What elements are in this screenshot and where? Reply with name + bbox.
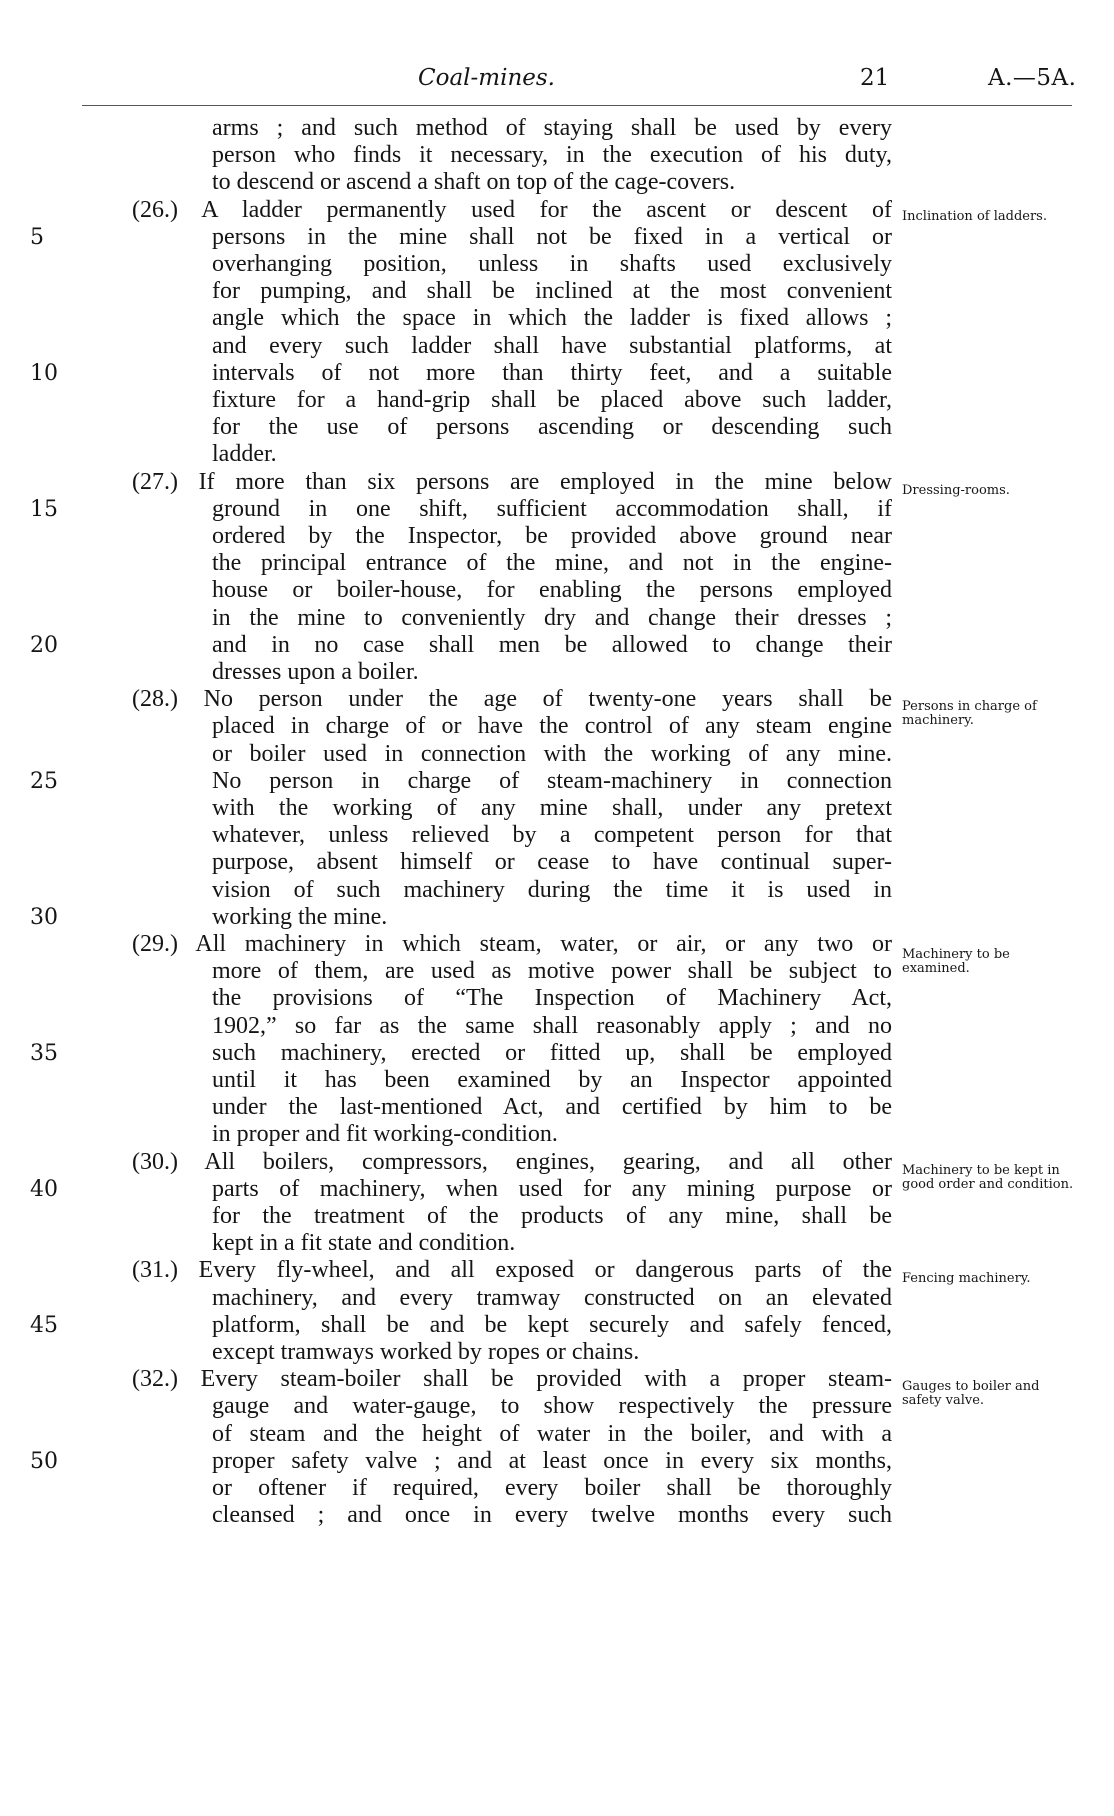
line-number: 30 (30, 904, 58, 930)
line-number: 35 (30, 1040, 58, 1066)
text-line: No person in charge of steam-machinery in connection (212, 767, 892, 794)
text-line: the principal entrance of the mine, and not in the engine- (212, 550, 892, 577)
running-title: Coal-mines. (418, 65, 555, 91)
section-first-line: (32.) Every steam-boiler shall be provided with a proper steam- (132, 1366, 892, 1393)
text-line: and in no case shall men be allowed to change their (212, 631, 892, 658)
text-line: vision of such machinery during the time it is used in (212, 876, 892, 903)
text-line: or boiler used in connection with the working of any mine. (212, 740, 892, 767)
text-line: in the mine to conveniently dry and change their dresses ; (212, 604, 892, 631)
line-number: 20 (30, 632, 58, 658)
text-line: except tramways worked by ropes or chains. (212, 1339, 640, 1365)
text-line: machinery, and every tramway constructed on an elevated (212, 1284, 892, 1311)
text-line: fixture for a hand-grip shall be placed above such ladder, (212, 387, 892, 413)
text-line: house or boiler-house, for enabling the persons employed (212, 577, 892, 604)
section-first-line: (28.) No person under the age of twenty-one years shall be (132, 686, 892, 713)
text-line: platform, shall be and be kept securely and safely fenced, (212, 1311, 892, 1338)
line-number: 50 (30, 1448, 58, 1474)
text-line: for the use of persons ascending or descending such (212, 414, 892, 441)
text-line: until it has been examined by an Inspector appointed (212, 1067, 892, 1093)
header-rule (82, 105, 1072, 106)
text-line: more of them, are used as motive power shall be subject to (212, 958, 892, 985)
line-number: 5 (30, 224, 44, 250)
text-line: gauge and water-gauge, to show respectively the pressure (212, 1393, 892, 1420)
margin-note: Gauges to boiler and safety valve. (902, 1379, 1040, 1408)
text-line: overhanging position, unless in shafts used exclusively (212, 251, 892, 277)
text-line: kept in a fit state and condition. (212, 1230, 516, 1257)
page-number: 21 (860, 65, 890, 91)
text-line: ground in one shift, sufficient accommodation shall, if (212, 495, 892, 522)
text-line: under the last-mentioned Act, and certified by him to be (212, 1094, 892, 1121)
margin-note: Machinery to be kept in good order and condition. (902, 1163, 1074, 1192)
text-line: dresses upon a boiler. (212, 659, 419, 685)
text-line: to descend or ascend a shaft on top of the cage-covers. (212, 169, 736, 196)
text-line: such machinery, erected or fitted up, shall be employed (212, 1039, 892, 1066)
margin-note: Inclination of ladders. (902, 209, 1047, 224)
text-line: angle which the space in which the ladder is fixed allows ; (212, 305, 892, 332)
section-first-line: (31.) Every fly-wheel, and all exposed or dangerous parts of the (132, 1257, 892, 1284)
line-number: 40 (30, 1176, 58, 1202)
line-number: 15 (30, 496, 58, 522)
text-line: arms ; and such method of staying shall be used by every (212, 115, 892, 141)
margin-note: Fencing machinery. (902, 1271, 1031, 1286)
text-line: with the working of any mine shall, under any pretext (212, 795, 892, 821)
margin-note: Persons in charge of machinery. (902, 699, 1037, 728)
text-line: for pumping, and shall be inclined at the most convenient (212, 278, 892, 305)
text-line: intervals of not more than thirty feet, and a suitable (212, 359, 892, 386)
text-line: of steam and the height of water in the boiler, and with a (212, 1420, 892, 1447)
section-first-line: (30.) All boilers, compressors, engines, gearing, and all other (132, 1148, 892, 1175)
text-line: ladder. (212, 441, 277, 468)
text-line: for the treatment of the products of any mine, shall be (212, 1203, 892, 1229)
section-first-line: (29.) All machinery in which steam, water, or air, or any two or (132, 931, 892, 957)
text-line: parts of machinery, when used for any mining purpose or (212, 1175, 892, 1202)
text-line: ordered by the Inspector, be provided above ground near (212, 523, 892, 549)
text-line: the provisions of “The Inspection of Machinery Act, (212, 985, 892, 1012)
text-line: and every such ladder shall have substantial platforms, at (212, 332, 892, 359)
text-line: or oftener if required, every boiler shall be thoroughly (212, 1475, 892, 1501)
section-first-line: (26.) A ladder permanently used for the ascent or descent of (132, 196, 892, 223)
text-line: purpose, absent himself or cease to have continual super- (212, 849, 892, 876)
margin-note: Machinery to be examined. (902, 947, 1010, 976)
text-line: placed in charge of or have the control of any steam engine (212, 713, 892, 740)
line-number: 45 (30, 1312, 58, 1338)
text-line: in proper and fit working-condition. (212, 1121, 558, 1148)
text-line: 1902,” so far as the same shall reasonably apply ; and no (212, 1012, 892, 1039)
document-reference: A.—5A. (988, 65, 1077, 91)
text-line: whatever, unless relieved by a competent person for that (212, 822, 892, 849)
line-number: 10 (30, 360, 58, 386)
line-number: 25 (30, 768, 58, 794)
text-line: persons in the mine shall not be fixed in a vertical or (212, 223, 892, 250)
text-line: working the mine. (212, 903, 388, 930)
text-line: cleansed ; and once in every twelve months every such (212, 1502, 892, 1529)
section-first-line: (27.) If more than six persons are employed in the mine below (132, 468, 892, 495)
margin-note: Dressing-rooms. (902, 483, 1010, 498)
text-line: person who finds it necessary, in the execution of his duty, (212, 142, 892, 169)
text-line: proper safety valve ; and at least once in every six months, (212, 1447, 892, 1474)
